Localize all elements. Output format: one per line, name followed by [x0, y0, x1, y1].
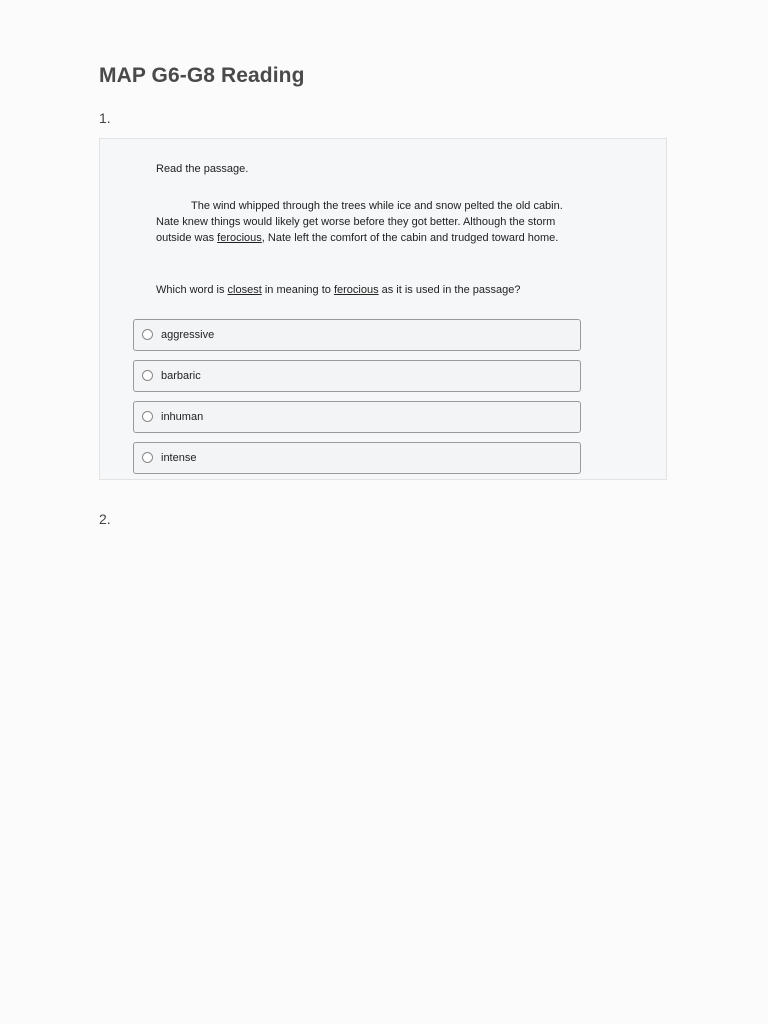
radio-button-icon[interactable] — [142, 329, 153, 340]
passage-part-2: , Nate left the comfort of the cabin and trudged toward home. — [261, 232, 559, 244]
answer-choice-barbaric[interactable] — [133, 360, 581, 392]
question-prompt — [156, 282, 566, 298]
radio-button-icon[interactable] — [142, 452, 153, 463]
question-instruction: Read the passage. — [156, 163, 249, 175]
answer-choice-label: inhuman — [161, 411, 204, 423]
answer-choice-label: barbaric — [161, 370, 201, 382]
radio-button-icon[interactable] — [142, 370, 153, 381]
passage-part-1: The wind whipped through the trees while ice and snow pelted the old cabin. Nate knew things would likely get worse before they got better. Although the storm outside was — [156, 200, 563, 244]
passage-text — [156, 198, 566, 246]
prompt-part-3: as it is used in the passage? — [378, 284, 521, 296]
answer-choice-aggressive[interactable] — [133, 319, 581, 351]
radio-button-icon[interactable] — [142, 411, 153, 422]
question-1-number: 1. — [99, 110, 111, 126]
answer-choice-label: aggressive — [161, 329, 215, 341]
answer-choice-inhuman[interactable] — [133, 401, 581, 433]
question-1-card — [99, 138, 667, 480]
passage-underlined-word: ferocious — [217, 232, 262, 244]
prompt-part-1: Which word is — [156, 284, 228, 296]
question-2-number: 2. — [99, 511, 111, 527]
answer-choice-intense[interactable] — [133, 442, 581, 474]
prompt-underlined-closest: closest — [227, 284, 262, 296]
prompt-underlined-ferocious: ferocious — [333, 284, 379, 296]
page-title: MAP G6-G8 Reading — [99, 64, 305, 87]
prompt-part-2: in meaning to — [261, 284, 334, 296]
answer-choice-label: intense — [161, 452, 197, 464]
